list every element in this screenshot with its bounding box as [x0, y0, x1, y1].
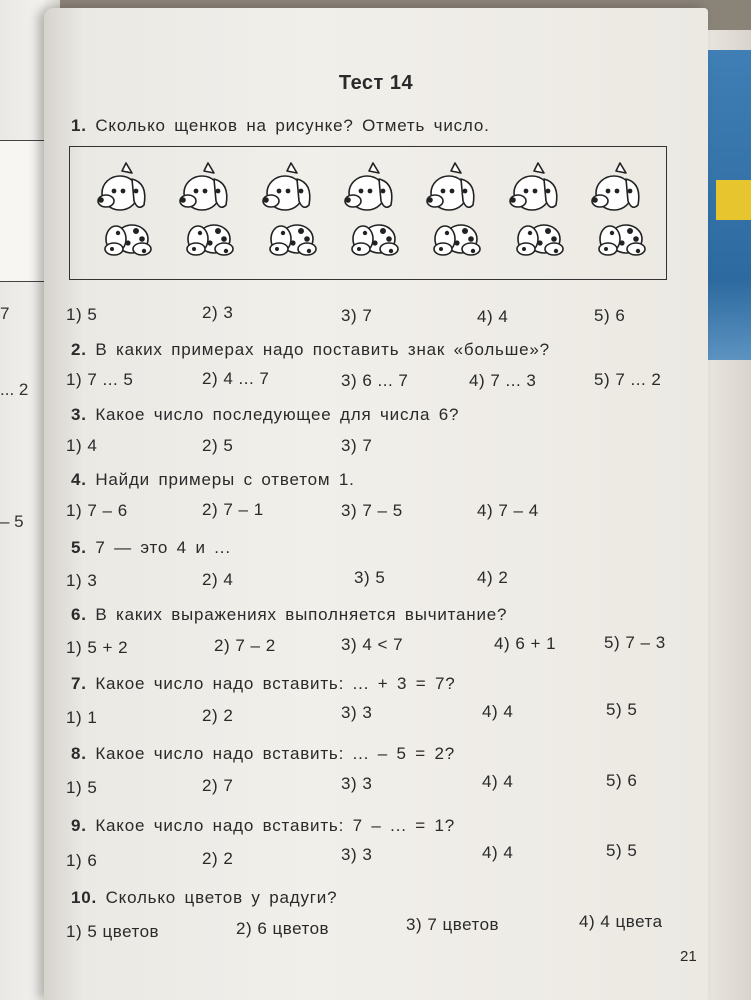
question-6 — [71, 605, 507, 625]
question-text: Найди примеры с ответом 1. — [95, 470, 355, 489]
left-fragment: – 5 — [0, 512, 24, 531]
workbook-page — [44, 8, 708, 1000]
answer-option[interactable]: 5) 7 ... 2 — [594, 370, 662, 389]
answer-option[interactable]: 4) 6 + 1 — [494, 634, 557, 653]
answer-option[interactable]: 2) 5 — [202, 436, 234, 455]
question-text: В каких выражениях выполняется вычитание? — [95, 605, 508, 624]
answer-option[interactable]: 1) 6 — [66, 851, 98, 870]
question-number: 4. — [71, 470, 87, 489]
question-text: Какое число надо вставить: ... + 3 = 7? — [95, 674, 456, 693]
answer-option[interactable]: 3) 5 — [354, 568, 386, 587]
answer-option[interactable]: 3) 3 — [341, 774, 373, 793]
left-fragment: ... 2 — [0, 380, 29, 399]
question-number: 1. — [71, 116, 87, 135]
question-9 — [71, 816, 455, 836]
answer-option[interactable]: 1) 1 — [66, 708, 98, 727]
question-7 — [71, 674, 456, 694]
answer-option[interactable]: 5) 6 — [606, 771, 638, 790]
question-4 — [71, 470, 355, 490]
answer-option[interactable]: 2) 6 цветов — [236, 919, 330, 938]
question-text: Какое число надо вставить: 7 – ... = 1? — [95, 816, 456, 835]
question-10 — [71, 888, 337, 908]
answer-option[interactable]: 4) 7 ... 3 — [469, 371, 537, 390]
answer-option[interactable]: 2) 7 – 2 — [214, 636, 276, 655]
puppy-image — [421, 161, 485, 261]
answer-option[interactable]: 1) 5 + 2 — [66, 638, 129, 657]
answer-option[interactable]: 5) 5 — [606, 841, 638, 860]
answer-option[interactable]: 1) 4 — [66, 436, 98, 455]
question-number: 10. — [71, 888, 98, 907]
question-number: 2. — [71, 340, 87, 359]
page-number: 21 — [680, 948, 697, 965]
answer-option[interactable]: 4) 4 — [482, 702, 514, 721]
question-number: 5. — [71, 538, 87, 557]
answer-option[interactable]: 4) 7 – 4 — [477, 501, 539, 520]
question-number: 8. — [71, 744, 87, 763]
answer-option[interactable]: 1) 5 цветов — [66, 922, 160, 941]
left-page-drawing — [0, 140, 49, 282]
answer-option[interactable]: 3) 7 цветов — [406, 915, 500, 934]
question-number: 9. — [71, 816, 87, 835]
puppy-image — [92, 161, 156, 261]
question-text: Какое число последующее для числа 6? — [95, 405, 460, 424]
answer-option[interactable]: 5) 5 — [606, 700, 638, 719]
question-text: Сколько щенков на рисунке? Отметь число. — [95, 116, 490, 135]
question-text: В каких примерах надо поставить знак «больше»? — [95, 340, 550, 359]
answer-option[interactable]: 3) 3 — [341, 703, 373, 722]
answer-option[interactable]: 2) 7 – 1 — [202, 500, 264, 519]
question-number: 6. — [71, 605, 87, 624]
answer-option[interactable]: 1) 5 — [66, 305, 98, 324]
question-5 — [71, 538, 231, 558]
answer-option[interactable]: 2) 7 — [202, 776, 234, 795]
left-fragment: 7 — [0, 304, 10, 323]
question-number: 3. — [71, 405, 87, 424]
answer-option[interactable]: 4) 4 — [477, 307, 509, 326]
question-1 — [71, 116, 490, 136]
answer-option[interactable]: 2) 4 ... 7 — [202, 369, 270, 388]
question-2 — [71, 340, 550, 360]
answer-option[interactable]: 3) 4 < 7 — [341, 635, 404, 654]
question-3 — [71, 405, 459, 425]
answer-option[interactable]: 4) 4 — [482, 843, 514, 862]
page-title: Тест 14 — [338, 72, 414, 94]
answer-option[interactable]: 5) 7 – 3 — [604, 633, 666, 652]
answer-option[interactable]: 3) 7 — [341, 436, 373, 455]
answer-option[interactable]: 4) 4 — [482, 772, 514, 791]
puppy-image — [257, 161, 321, 261]
question-8 — [71, 744, 455, 764]
answer-option[interactable]: 3) 3 — [341, 845, 373, 864]
answer-option[interactable]: 1) 7 – 6 — [66, 501, 128, 520]
question-number: 7. — [71, 674, 87, 693]
answer-option[interactable]: 2) 3 — [202, 303, 234, 322]
answer-option[interactable]: 2) 2 — [202, 706, 234, 725]
answer-option[interactable]: 3) 7 — [341, 306, 373, 325]
puppy-image — [339, 161, 403, 261]
answer-option[interactable]: 2) 2 — [202, 849, 234, 868]
answer-option[interactable]: 4) 2 — [477, 568, 509, 587]
question-text: 7 — это 4 и ... — [95, 538, 231, 557]
puppies-picture — [69, 146, 667, 280]
puppy-image — [586, 161, 650, 261]
answer-option[interactable]: 1) 5 — [66, 778, 98, 797]
answer-option[interactable]: 2) 4 — [202, 570, 234, 589]
puppy-image — [504, 161, 568, 261]
answer-option[interactable]: 5) 6 — [594, 306, 626, 325]
answer-option[interactable]: 4) 4 цвета — [579, 912, 663, 931]
puppy-image — [174, 161, 238, 261]
question-text: Сколько цветов у радуги? — [105, 888, 338, 907]
question-text: Какое число надо вставить: ... – 5 = 2? — [95, 744, 456, 763]
answer-option[interactable]: 1) 7 ... 5 — [66, 370, 134, 389]
answer-option[interactable]: 3) 7 – 5 — [341, 501, 403, 520]
answer-option[interactable]: 3) 6 ... 7 — [341, 371, 409, 390]
answer-option[interactable]: 1) 3 — [66, 571, 98, 590]
